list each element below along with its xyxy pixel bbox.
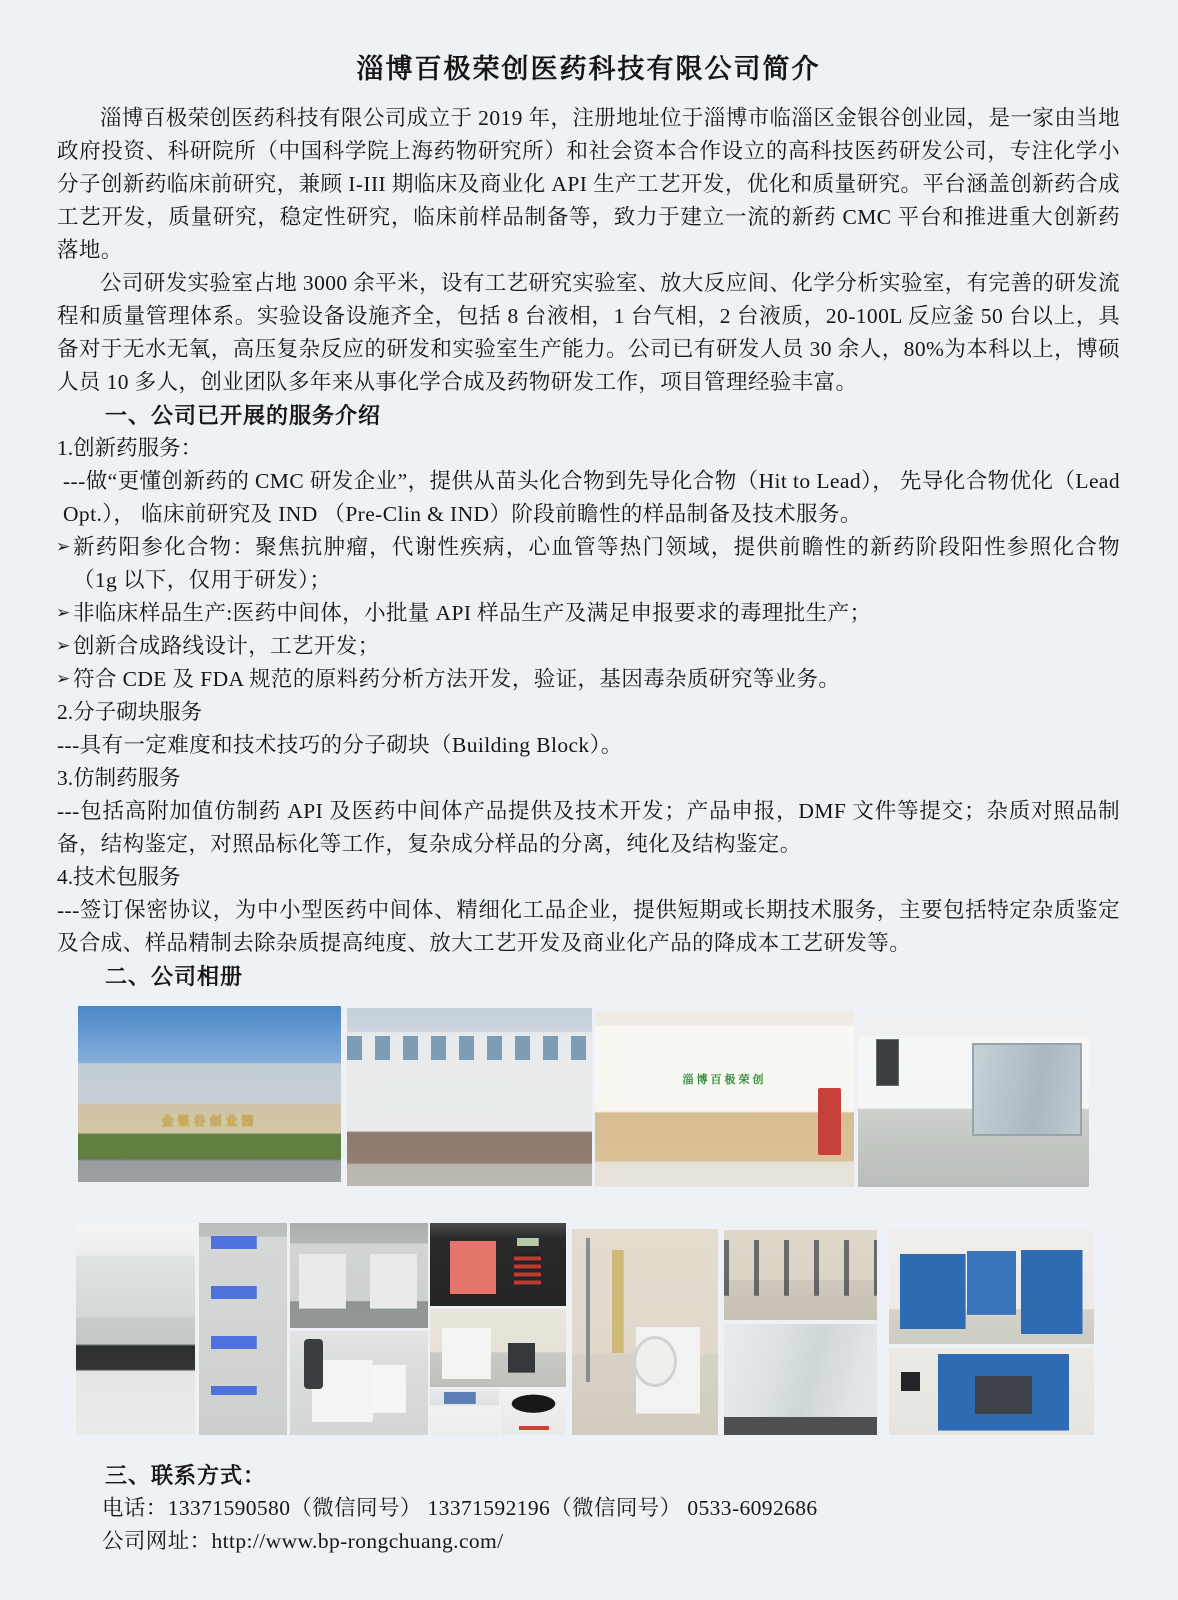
service-bullet-item (56, 630, 1120, 663)
section-heading-services: 一、公司已开展的服务介绍 (105, 403, 382, 428)
fume-hood-photo (724, 1324, 877, 1435)
bullet-text: 非临床样品生产:医药中间体，小批量 API 样品生产及满足申报要求的毒理批生产； (73, 601, 872, 625)
hplc-system-photo (430, 1309, 566, 1387)
intro-paragraph-1: 淄博百极荣创医药科技有限公司成立于 2019 年，注册地址位于淄博市临淄区金银谷创业园，是一家由当地政府投资、科研院所（中国科学院上海药物研究所）和社会资本合作设立的高科技医药研发公司，专注化学小分子创新药临床前研究，兼顾 I-III 期临床及商业化 API 生产工艺开发，优化和质量研究。平台涵盖创新药合成工艺开发，质量研究，稳定性研究，临床前样品制备等，致力于建立一流的新药 CMC 平台和推进重大创新药落地。 (57, 106, 1120, 262)
service-3-desc: ---包括高附加值仿制药 API 及医药中间体产品提供及技术开发；产品申报，DMF 文件等提交；杂质对照品制备，结构鉴定，对照品标化等工作，复杂成分样品的分离，纯化及结构鉴定。 (57, 799, 1120, 856)
reception-lobby-photo (595, 1011, 854, 1187)
laboratory-corridor-photo (858, 1015, 1089, 1187)
arrow-bullet-icon: ➢ (56, 537, 71, 557)
hplc-lab-bench-photo (76, 1223, 195, 1435)
service-4-label: 4.技术包服务 (57, 865, 181, 889)
photo-row-equipment (76, 1223, 1095, 1437)
arrow-bullet-icon: ➢ (56, 603, 71, 623)
drying-oven-large-photo (889, 1348, 1094, 1435)
bullet-text: 新药阳参化合物：聚焦抗肿瘤，代谢性疾病，心血管等热门领域，提供前瞻性的新药阶段阳性参照化合物（1g 以下，仅用于研发）； (73, 535, 1120, 592)
page-title: 淄博百极荣创医药科技有限公司简介 (356, 54, 821, 84)
hplc-stack-photo (199, 1223, 287, 1435)
arrow-bullet-icon: ➢ (56, 636, 71, 656)
drying-ovens-photo (889, 1230, 1094, 1344)
photo-row-buildings (78, 1006, 1089, 1187)
arrow-bullet-icon: ➢ (56, 669, 71, 689)
gcms-instrument-photo (290, 1331, 428, 1435)
glass-reactors-photo (724, 1230, 877, 1320)
service-2-desc: ---具有一定难度和技术技巧的分子砌块（Building Block）。 (57, 733, 623, 757)
bullet-text: 符合 CDE 及 FDA 规范的原料药分析方法开发，验证，基因毒杂质研究等业务。 (73, 667, 841, 691)
gc-instruments-photo (290, 1223, 428, 1328)
service-3-label: 3.仿制药服务 (57, 766, 181, 790)
service-2-label: 2.分子砌块服务 (57, 700, 203, 724)
section-heading-album: 二、公司相册 (105, 964, 244, 989)
service-4-desc: ---签订保密协议，为中小型医药中间体、精细化工品企业，提供短期或长期技术服务，主要包括特定杂质鉴定及合成、样品精制去除杂质提高纯度、放大工艺开发及商业化产品的降成本工艺研发等。 (57, 898, 1120, 955)
service-bullet-item (56, 531, 1120, 597)
reception-sign-text: 淄博百极荣创 (682, 1073, 767, 1086)
service-1-label: 1.创新药服务： (57, 436, 203, 460)
service-bullet-item (56, 663, 1120, 696)
office-building-exterior-photo (347, 1008, 592, 1186)
service-1-desc: ---做“更懂创新药的 CMC 研发企业”，提供从苗头化合物到先导化合物（Hit to Lead）， 先导化合物优化（Lead Opt.）， 临床前研究及 IND （Pre-Clin & IND）阶段前瞻性的样品制备及技术服务。 (63, 469, 1120, 526)
section-heading-contact: 三、联系方式： (105, 1463, 267, 1488)
uv-spectrophotometer-photo (430, 1223, 566, 1306)
intro-paragraph-2: 公司研发实验室占地 3000 余平米，设有工艺研究实验室、放大反应间、化学分析实验室，有完善的研发流程和质量管理体系。实验设备设施齐全，包括 8 台液相，1 台气相，2 台液质，20-100L 反应釜 50 台以上，具备对于无水无氧，高压复杂反应的研发和实验室生产能力。公司已有研发人员 30 余人，80%为本科以上，博硕人员 10 多人，创业团队多年来从事化学合成及药物研发工作，项目管理经验丰富。 (57, 271, 1120, 394)
ftir-spectrometer-photo (430, 1389, 499, 1435)
bullet-text: 创新合成路线设计，工艺开发； (73, 634, 380, 658)
contact-website-line: 公司网址：http://www.bp-rongchuang.com/ (102, 1529, 504, 1553)
service-bullet-item (56, 597, 1120, 630)
moisture-analyzer-photo (501, 1389, 566, 1435)
rotary-evaporator-photo (572, 1229, 718, 1435)
company-campus-gate-photo (78, 1006, 341, 1182)
contact-phone-line: 电话：13371590580（微信同号） 13371592196（微信同号） 0533-6092686 (102, 1496, 818, 1520)
gate-sign-text: 金银谷创业园 (161, 1113, 258, 1128)
